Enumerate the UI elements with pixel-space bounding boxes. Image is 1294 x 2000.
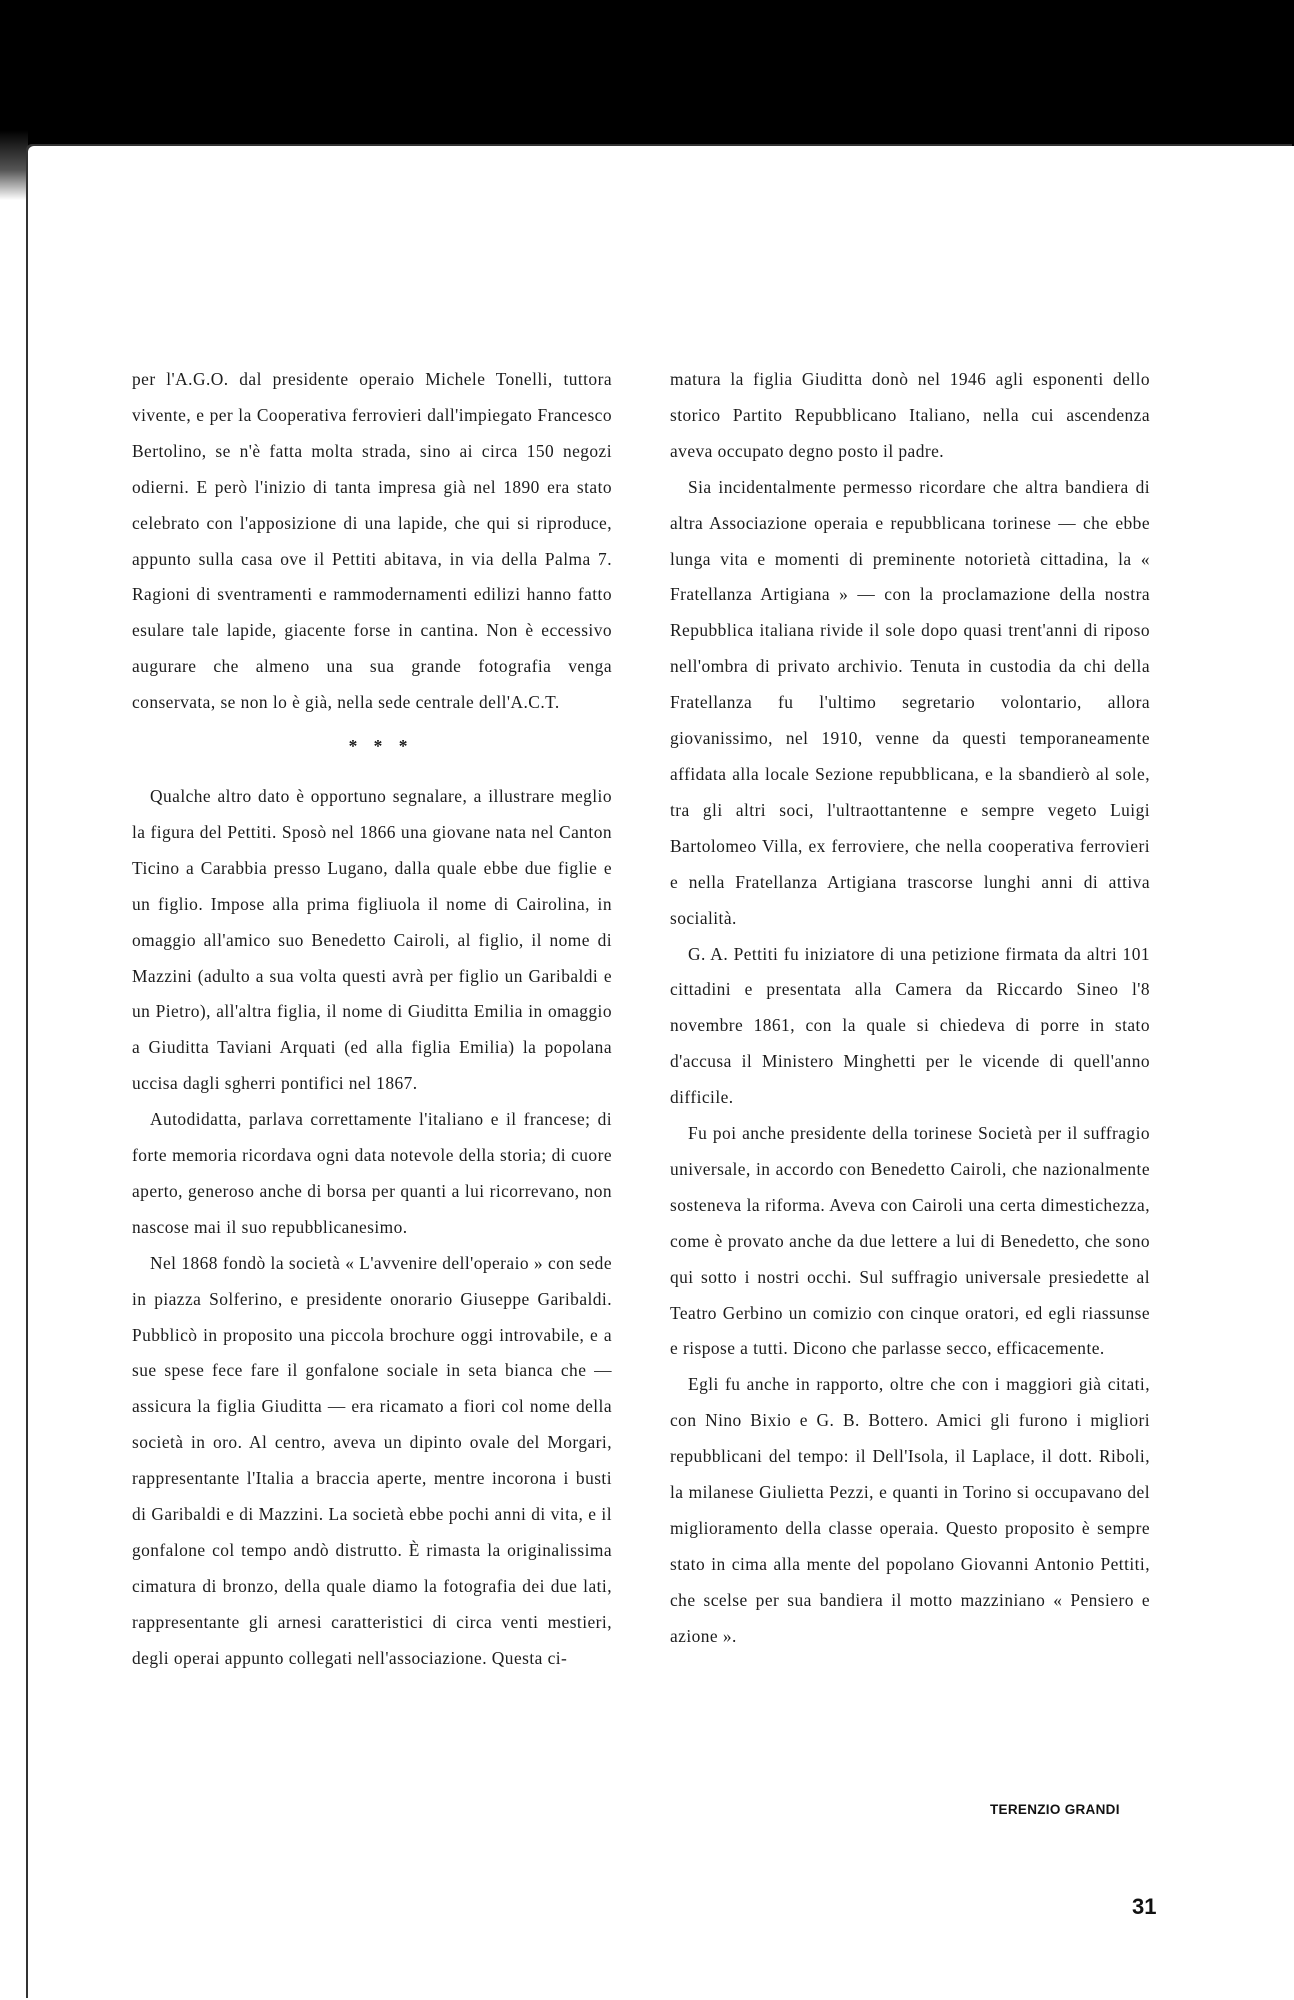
author-signature: TERENZIO GRANDI: [990, 1802, 1120, 1817]
left-paragraph-3: Autodidatta, parlava correttamente l'italiano e il francese; di forte memoria ricordava ogni data notevole della storia; di cuore aperto, generoso anche di borsa per quanti a lui ricorrevano, non nascose mai il suo repubblicanesimo.: [132, 1109, 612, 1237]
left-column: [132, 362, 612, 1677]
right-paragraph-4: Fu poi anche presidente della torinese Società per il suffragio universale, in accordo con Benedetto Cairoli, che nazionalmente sosteneva la riforma. Aveva con Cairoli una certa dimestichezza, come è provato anche da due lettere a lui di Benedetto, che sono qui sotto i nostri occhi. Sul suffragio universale presiedette al Teatro Gerbino un comizio con cinque oratori, ed egli riassunse e rispose a tutti. Dicono che parlasse secco, efficacemente.: [670, 1123, 1150, 1359]
scan-border-top: [0, 0, 1294, 150]
scan-border-left: [0, 0, 28, 200]
right-paragraph-1: matura la figlia Giuditta donò nel 1946 agli esponenti dello storico Partito Repubblicano Italiano, nella cui ascendenza aveva occupato degno posto il padre.: [670, 369, 1150, 461]
magazine-page: [28, 146, 1294, 2000]
left-paragraph-1: per l'A.G.O. dal presidente operaio Michele Tonelli, tuttora vivente, e per la Cooperativa ferrovieri dall'impiegato Francesco Bertolino, se n'è fatta molta strada, sino ai circa 150 negozi odierni. E però l'inizio di tanta impresa già nel 1890 era stato celebrato con l'apposizione di una lapide, che qui si riproduce, appunto sulla casa ove il Pettiti abitava, in via della Palma 7. Ragioni di sventramenti e rammodernamenti edilizi hanno fatto esulare tale lapide, giacente forse in cantina. Non è eccessivo augurare che almeno una sua grande fotografia venga conservata, se non lo è già, nella sede centrale dell'A.C.T.: [132, 369, 612, 713]
section-separator: * * *: [348, 736, 414, 757]
left-paragraph-2: Qualche altro dato è opportuno segnalare, a illustrare meglio la figura del Pettiti. Sposò nel 1866 una giovane nata nel Canton Ticino a Carabbia presso Lugano, dalla quale ebbe due figlie e un figlio. Impose alla prima figliuola il nome di Cairolina, in omaggio all'amico suo Benedetto Cairoli, al figlio, il nome di Mazzini (adulto a sua volta questi avrà per figlio un Garibaldi e un Pietro), all'altra figlia, il nome di Giuditta Emilia in omaggio a Giuditta Taviani Arquati (ed alla figlia Emilia) la popolana uccisa dagli sgherri pontifici nel 1867.: [132, 785, 612, 1094]
right-paragraph-3: G. A. Pettiti fu iniziatore di una petizione firmata da altri 101 cittadini e presentata alla Camera da Riccardo Sineo l'8 novembre 1861, con la quale si chiedeva di porre in stato d'accusa il Ministero Minghetti per le vicende di quell'anno difficile.: [670, 943, 1150, 1108]
left-paragraph-4: Nel 1868 fondò la società « L'avvenire dell'operaio » con sede in piazza Solferino, e presidente onorario Giuseppe Garibaldi. Pubblicò in proposito una piccola brochure oggi introvabile, e a sue spese fece fare il gonfalone sociale in seta bianca che — assicura la figlia Giuditta — era ricamato a fiori col nome della società in oro. Al centro, aveva un dipinto ovale del Morgari, rappresentante l'Italia a braccia aperte, mentre incorona i busti di Garibaldi e di Mazzini. La società ebbe pochi anni di vita, e il gonfalone col tempo andò distrutto. È rimasta la originalissima cimatura di bronzo, della quale diamo la fotografia dei due lati, rappresentante gli arnesi caratteristici di circa venti mestieri, degli operai appunto collegati nell'associazione. Questa ci-: [132, 1252, 612, 1668]
right-column: [670, 362, 1150, 1655]
right-paragraph-2: Sia incidentalmente permesso ricordare che altra bandiera di altra Associazione operaia e repubblicana torinese — che ebbe lunga vita e momenti di preminente notorietà cittadina, la « Fratellanza Artigiana » — con la proclamazione della nostra Repubblica italiana rivide il sole dopo quasi trent'anni di riposo nell'ombra di privato archivio. Tenuta in custodia da chi della Fratellanza fu l'ultimo segretario volontario, allora giovanissimo, nel 1910, venne da questi temporaneamente affidata alla locale Sezione repubblicana, e la sbandierò al sole, tra gli altri soci, l'ultraottantenne e sempre vegeto Luigi Bartolomeo Villa, ex ferroviere, che nella cooperativa ferrovieri e nella Fratellanza Artigiana trascorse lunghi anni di attiva socialità.: [670, 476, 1150, 928]
right-paragraph-5: Egli fu anche in rapporto, oltre che con i maggiori già citati, con Nino Bixio e G. B. Bottero. Amici gli furono i migliori repubblicani del tempo: il Dell'Isola, il Laplace, il dott. Riboli, la milanese Giulietta Pezzi, e quanti in Torino si occupavano del miglioramento della classe operaia. Questo proposito è sempre stato in cima alla mente del popolano Giovanni Antonio Pettiti, che scelse per sua bandiera il motto mazziniano « Pensiero e azione ».: [670, 1374, 1150, 1646]
page-number: 31: [1132, 1894, 1157, 1919]
